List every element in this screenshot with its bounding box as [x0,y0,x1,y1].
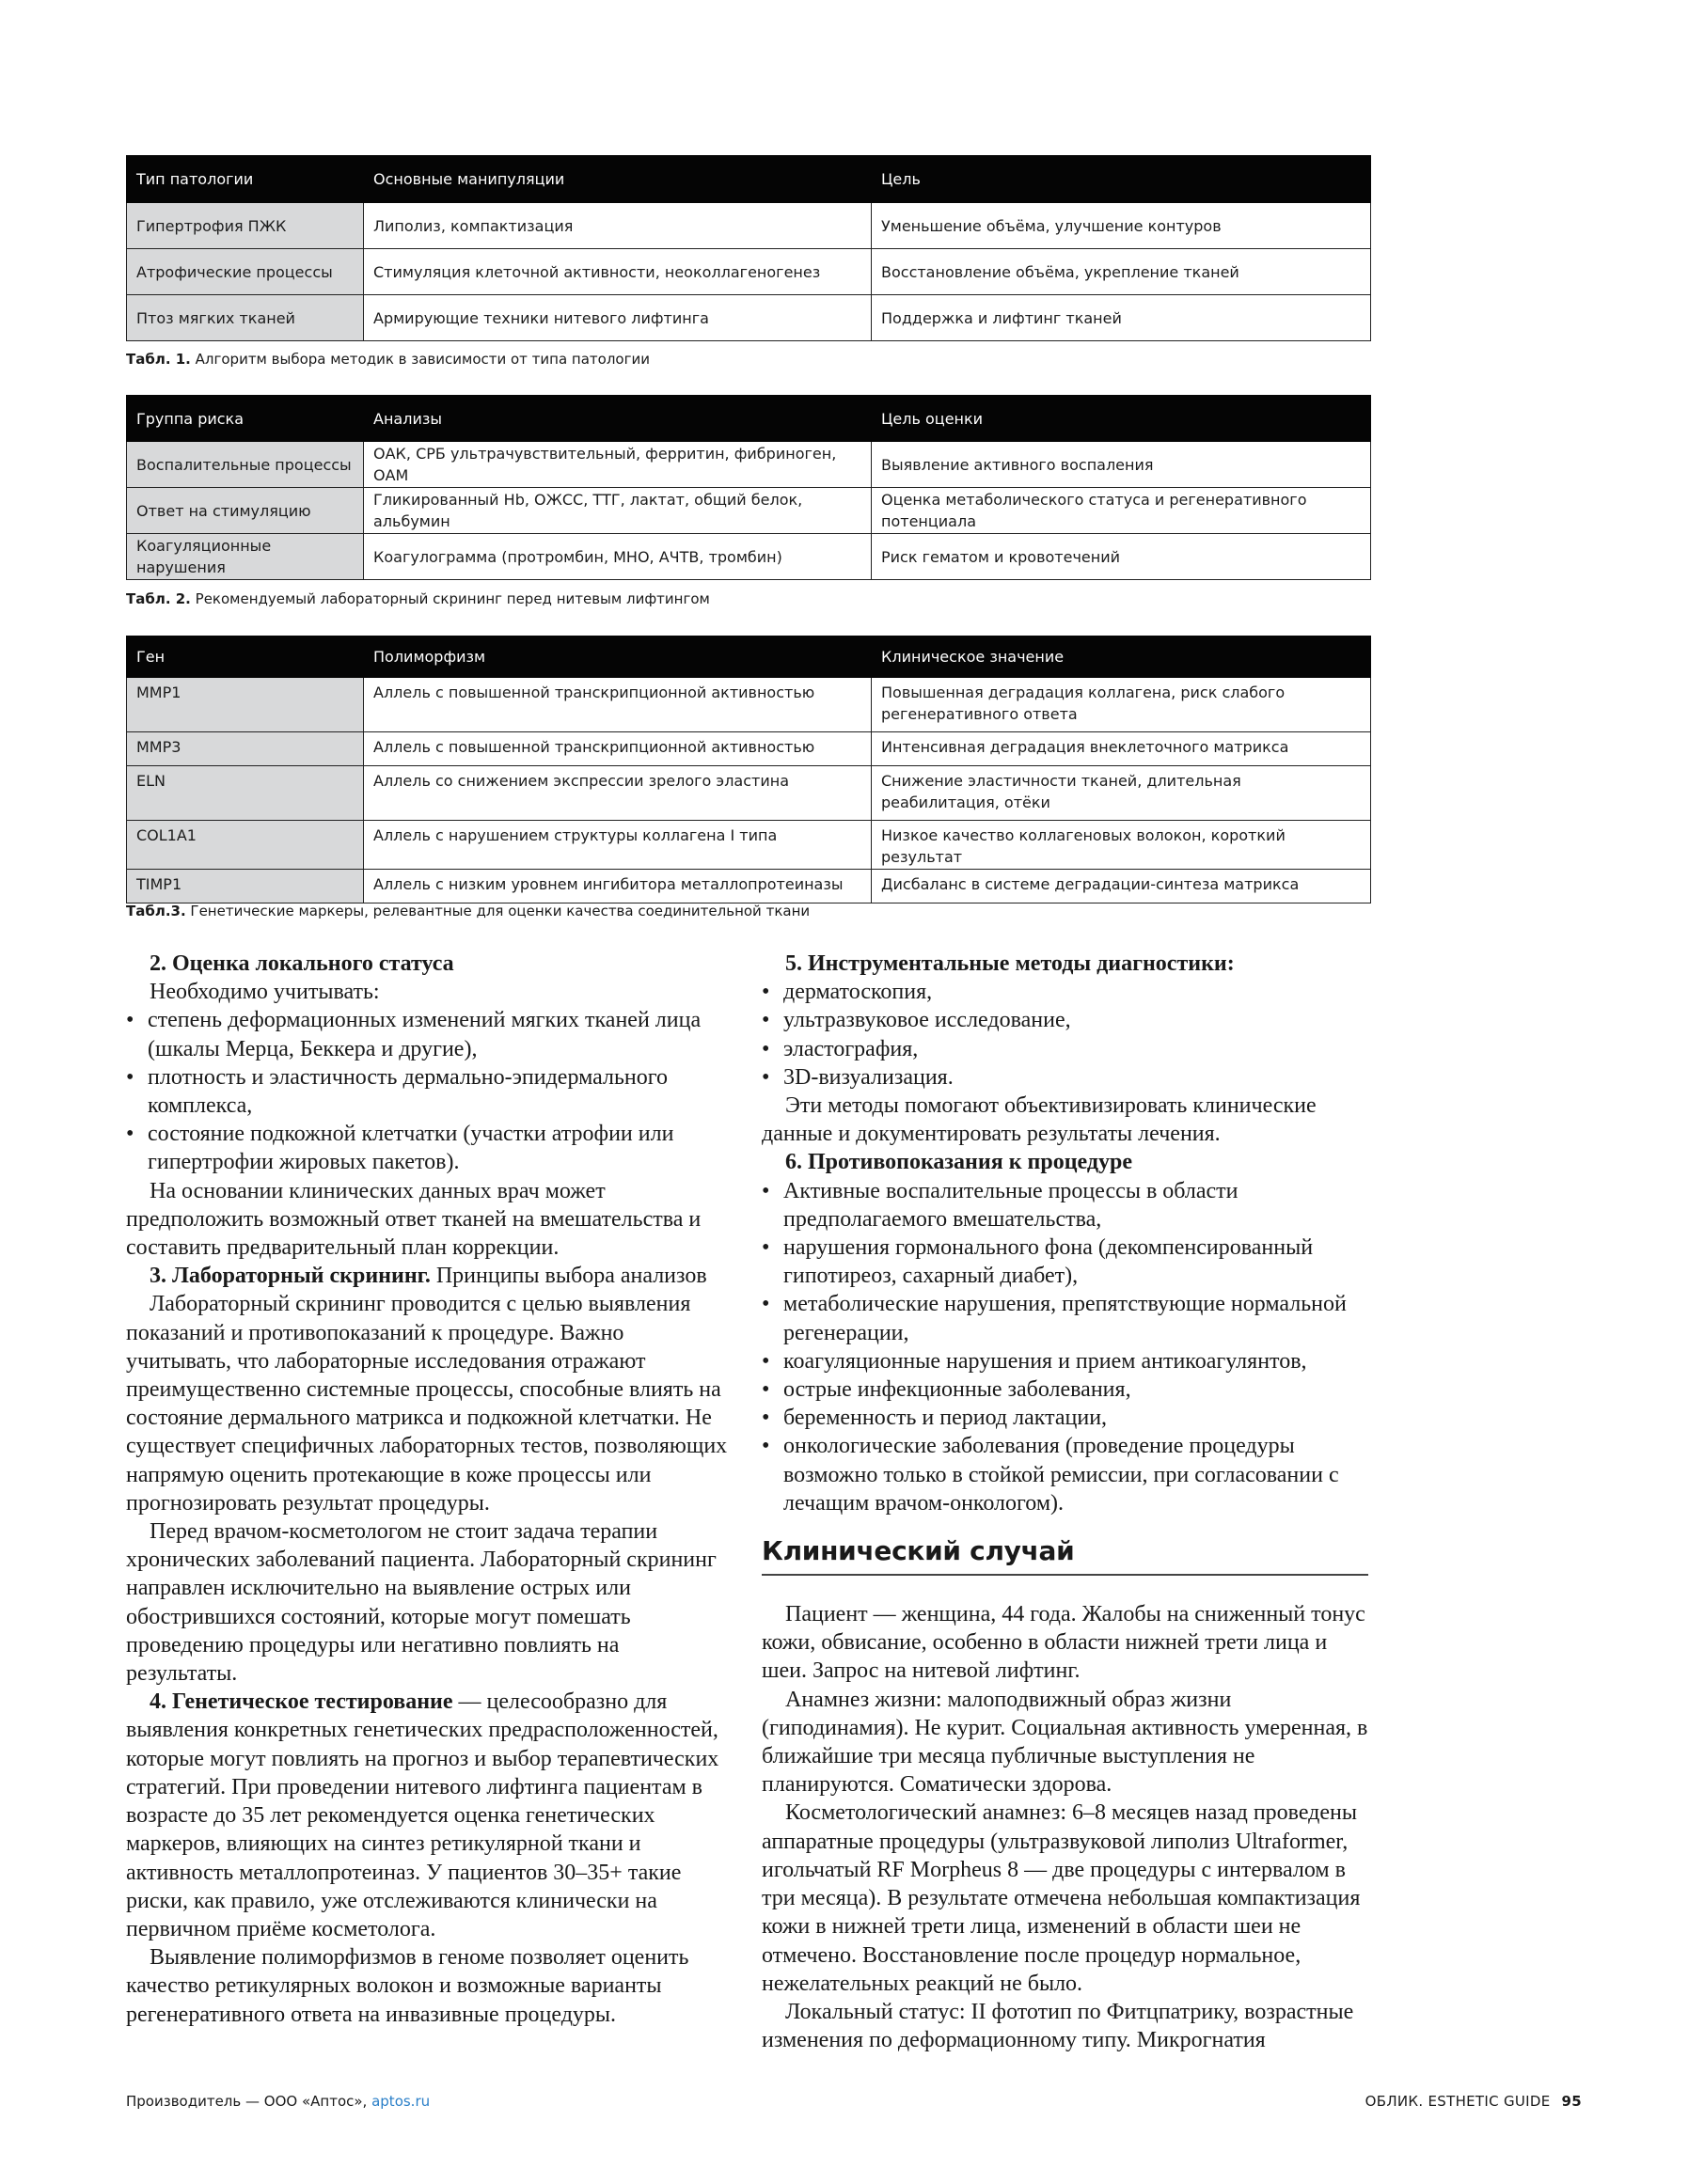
table-cell: COL1A1 [127,821,364,870]
table-cell: Интенсивная деградация внеклеточного матрикса [872,732,1371,766]
paragraph: Пациент — женщина, 44 года. Жалобы на сниженный тонус кожи, обвисание, особенно в области нижней трети лица и шеи. Запрос на нитевой лифтинг. [762,1602,1365,1684]
table-pathology-algorithm [126,155,1371,341]
list-item: • 3D-визуализация. [762,1063,1368,1092]
table-cell: Аллель с повышенной транскрипционной активностью [364,732,872,766]
footer-link[interactable]: aptos.ru [371,2093,431,2110]
table-row [127,678,1371,732]
table-row [127,442,1371,488]
list-item: • онкологические заболевания (проведение процедуры возможно только в стойкой ремиссии, при согласовании с лечащим врачом-онкологом). [762,1432,1368,1517]
table-cell: Поддержка и лифтинг тканей [872,295,1371,341]
section-heading: 2. Оценка локального статуса [150,951,454,976]
table-cell: Стимуляция клеточной активности, неоколлагеногенез [364,249,872,295]
paragraph [126,1262,728,1290]
footer-manufacturer [126,2093,430,2110]
table-cell: Коагулограмма (протромбин, МНО, АЧТВ, тромбин) [364,534,872,580]
paragraph: На основании клинических данных врач может предположить возможный ответ тканей на вмешательства и составить предварительный план коррекции. [126,1178,702,1261]
paragraph: Необходимо учитывать: [150,980,380,1005]
table-cell: Выявление активного воспаления [872,442,1371,488]
heading-continuation: Принципы выбора анализов [430,1264,707,1289]
paragraph: Анамнез жизни: малоподвижный образ жизни (гиподинамия). Не курит. Социальная активность умеренная, в ближайшие три месяца публичные выступления не планируются. Соматически здорова. [762,1687,1368,1798]
paragraph: Перед врачом-косметологом не стоит задача терапии хронических заболеваний пациента. Лабораторный скрининг направлен исключительно на выявление острых или обострившихся состояний, которые могут помешать проведению процедуры или негативно повлиять на результаты. [126,1519,717,1687]
table-cell: Гипертрофия ПЖК [127,203,364,249]
section-heading: 3. Лабораторный скрининг. [150,1264,431,1289]
table-cell: ELN [127,766,364,821]
footer-text: Производитель — ООО «Аптос», [126,2093,372,2110]
caption-text: Рекомендуемый лабораторный скрининг перед нитевым лифтингом [190,590,710,607]
table-row [127,766,1371,821]
table-row [127,295,1371,341]
caption-label: Табл. 1. [126,351,191,368]
table-caption [126,351,650,368]
table-cell: Аллель с нарушением структуры коллагена I типа [364,821,872,870]
list-item: • состояние подкожной клетчатки (участки атрофии или гипертрофии жировых пакетов). [126,1120,728,1176]
table-cell: MMP3 [127,732,364,766]
table-cell: Восстановление объёма, укрепление тканей [872,249,1371,295]
table-header-cell: Клиническое значение [872,636,1371,678]
table-row [127,488,1371,534]
table-cell: Повышенная деградация коллагена, риск слабого регенеративного ответа [872,678,1371,732]
table-cell: Ответ на стимуляцию [127,488,364,534]
footer-journal [1365,2093,1582,2110]
table-cell: Аллель с повышенной транскрипционной активностью [364,678,872,732]
table-cell: Оценка метаболического статуса и регенеративного потенциала [872,488,1371,534]
table-row [127,249,1371,295]
list-item: • коагуляционные нарушения и прием антикоагулянтов, [762,1347,1368,1375]
table-caption [126,903,810,919]
paragraph-text: — целесообразно для выявления конкретных генетических предрасположенностей, которые могут повлиять на прогноз и выбор терапевтических стратегий. При проведении нитевого лифтинга пациентам в возрасте до 35 лет рекомендуется оценка генетических маркеров, влияющих на синтез ретикулярной ткани и активность металлопротеиназ. У пациентов 30–35+ такие риски, как правило, уже отслеживаются клинически на первичном приёме косметолога. [126,1689,719,1941]
caption-text: Алгоритм выбора методик в зависимости от типа патологии [190,351,650,368]
paragraph: Лабораторный скрининг проводится с целью выявления показаний и противопоказаний к процедуре. Важно учитывать, что лабораторные исследования отражают преимущественно системные процессы, способные влиять на состояние дермального матрикса и подкожной клетчатки. Не существует специфичных лабораторных тестов, позволяющих напрямую оценить протекающие в коже процессы или прогнозировать результат процедуры. [126,1292,728,1516]
table-cell: TIMP1 [127,870,364,903]
journal-name: ОБЛИК. ESTHETIC GUIDE [1365,2093,1551,2110]
list-item: • метаболические нарушения, препятствующие нормальной регенерации, [762,1290,1368,1346]
table-cell: Аллель со снижением экспрессии зрелого эластина [364,766,872,821]
list-item: • острые инфекционные заболевания, [762,1375,1368,1404]
table-cell: Коагуляционные нарушения [127,534,364,580]
table-cell: Риск гематом и кровотечений [872,534,1371,580]
table-cell: Снижение эластичности тканей, длительная реабилитация, отёки [872,766,1371,821]
list-item: • плотность и эластичность дермально-эпидермального комплекса, [126,1063,728,1120]
table-lab-screening [126,395,1371,580]
table-cell: Атрофические процессы [127,249,364,295]
table-header-row [127,396,1371,442]
caption-text: Генетические маркеры, релевантные для оценки качества соединительной ткани [185,903,811,919]
paragraph: Эти методы помогают объективизировать клинические данные и документировать результаты лечения. [762,1093,1317,1147]
paragraph: Косметологический анамнез: 6–8 месяцев назад проведены аппаратные процедуры (ультразвуковой липолиз Ultraformer, игольчатый RF Morpheus 8 — две процедуры с интервалом в три месяца). В результате отмечена небольшая компактизация кожи в нижней трети лица, изменений в области шеи не отмечено. Восстановление после процедур нормальное, нежелательных реакций не было. [762,1800,1361,1996]
table-header-cell: Цель [872,156,1371,203]
table-cell: Воспалительные процессы [127,442,364,488]
list-item: • нарушения гормонального фона (декомпенсированный гипотиреоз, сахарный диабет), [762,1233,1368,1290]
paragraph: Выявление полиморфизмов в геноме позволяет оценить качество ретикулярных волокон и возможные варианты регенеративного ответа на инвазивные процедуры. [126,1945,689,2027]
table-genetic-markers [126,636,1371,903]
caption-label: Табл.3. [126,903,186,919]
table-header-cell: Анализы [364,396,872,442]
paragraph: Локальный статус: II фототип по Фитцпатрику, возрастные изменения по деформационному типу. Микрогнатия [762,1999,1354,2053]
table-cell: MMP1 [127,678,364,732]
table-caption [126,590,710,607]
section-heading: 6. Противопоказания к процедуре [785,1150,1132,1175]
table-header-cell: Тип патологии [127,156,364,203]
table-row [127,534,1371,580]
left-text-column [126,950,728,2029]
list-item: • Активные воспалительные процессы в области предполагаемого вмешательства, [762,1177,1368,1233]
table-cell: Липолиз, компактизация [364,203,872,249]
table-header-cell: Ген [127,636,364,678]
caption-label: Табл. 2. [126,590,191,607]
section-heading: 4. Генетическое тестирование [150,1689,453,1715]
list-item: • дерматоскопия, [762,978,1368,1006]
table-cell: Гликированный Hb, ОЖСС, ТТГ, лактат, общий белок, альбумин [364,488,872,534]
list-item: • ультразвуковое исследование, [762,1006,1368,1034]
section-heading: 5. Инструментальные методы диагностики: [785,951,1235,976]
right-text-column [762,950,1368,2054]
table-header-cell: Полиморфизм [364,636,872,678]
table-row [127,870,1371,903]
table-header-row [127,636,1371,678]
table-cell: Дисбаланс в системе деградации-синтеза матрикса [872,870,1371,903]
table-cell: Армирующие техники нитевого лифтинга [364,295,872,341]
table-cell: Уменьшение объёма, улучшение контуров [872,203,1371,249]
table-cell: Низкое качество коллагеновых волокон, короткий результат [872,821,1371,870]
table-row [127,732,1371,766]
table-cell: ОАК, СРБ ультрачувствительный, ферритин, фибриноген, ОАМ [364,442,872,488]
bullet-list [762,1177,1368,1517]
bullet-list [762,978,1368,1092]
table-row [127,821,1371,870]
paragraph [126,1688,728,1943]
bullet-list [126,1006,728,1176]
list-item: • эластография, [762,1035,1368,1063]
table-cell: Птоз мягких тканей [127,295,364,341]
table-header-cell: Основные манипуляции [364,156,872,203]
table-row [127,203,1371,249]
page-number: 95 [1561,2093,1582,2110]
table-header-cell: Цель оценки [872,396,1371,442]
table-header-row [127,156,1371,203]
list-item: • степень деформационных изменений мягких тканей лица (шкалы Мерца, Беккера и другие), [126,1006,728,1062]
clinical-case-title: Клинический случай [762,1535,1075,1567]
list-item: • беременность и период лактации, [762,1404,1368,1432]
section-divider [762,1574,1368,1576]
table-cell: Аллель с низким уровнем ингибитора металлопротеиназы [364,870,872,903]
table-header-cell: Группа риска [127,396,364,442]
